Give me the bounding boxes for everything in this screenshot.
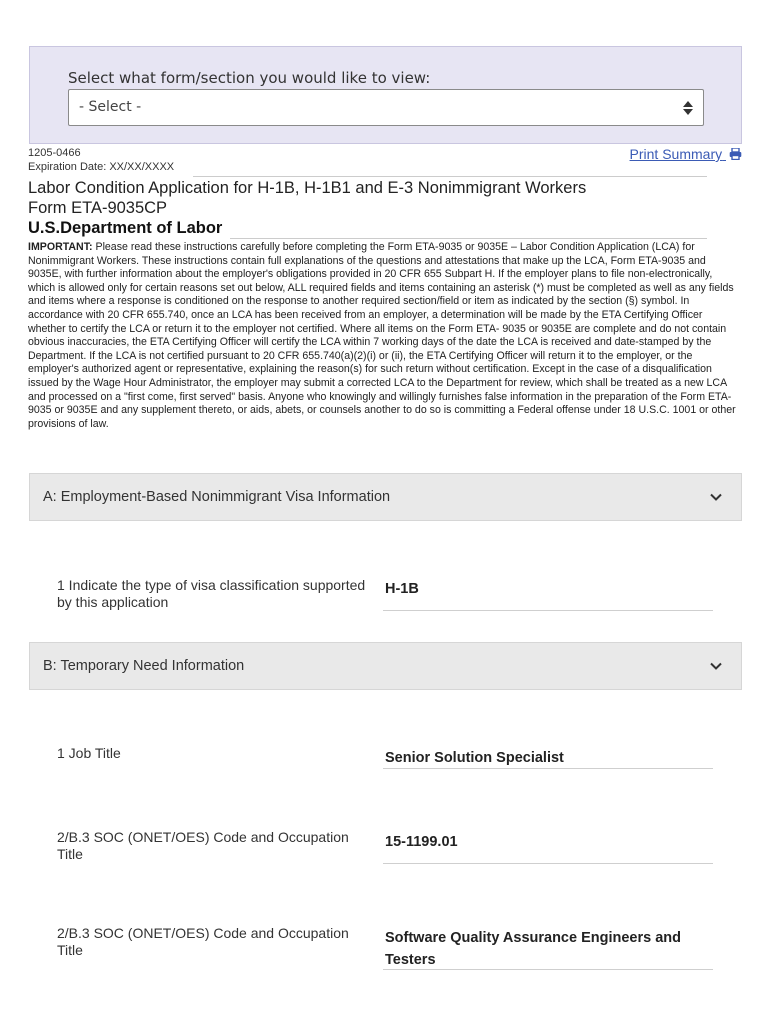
printer-icon [729,148,742,160]
visa-classification-label: 1 Indicate the type of visa classification supported by this application [57,577,366,610]
field-divider [383,969,713,970]
section-a-title: A: Employment-Based Nonimmigrant Visa Information [43,489,391,505]
title-divider [230,238,707,239]
job-title-label: 1 Job Title [57,745,121,761]
print-summary-label: Print Summary [629,146,723,162]
occupation-title-label: 2/B.3 SOC (ONET/OES) Code and Occupation Title [57,925,349,958]
form-selector-prompt: Select what form/section you would like to view: [68,69,431,87]
agency-title: U.S.Department of Labor [28,219,223,237]
form-section-select-value: - Select - [79,99,142,115]
job-title-value: Senior Solution Specialist [385,750,564,766]
omb-number: 1205-0466 [28,147,81,159]
sort-icon [683,101,693,115]
form-id-title: Form ETA-9035CP [28,199,168,217]
expiration-date: Expiration Date: XX/XX/XXXX [28,161,175,173]
instructions-text [28,241,741,431]
soc-code-label: 2/B.3 SOC (ONET/OES) Code and Occupation Title [57,829,349,862]
instructions-lead: IMPORTANT: [28,241,93,253]
form-selector-panel [29,46,742,144]
field-divider [383,768,713,769]
form-section-select[interactable] [68,89,704,126]
section-b-title: B: Temporary Need Information [43,658,245,674]
section-b-header[interactable] [29,642,742,690]
field-divider [383,610,713,611]
header-divider [193,176,707,177]
section-a-header[interactable] [29,473,742,521]
chevron-down-icon [710,662,722,670]
field-divider [383,863,713,864]
visa-classification-value: H-1B [385,581,419,597]
instructions-body: Please read these instructions carefully before completing the Form ETA-9035 or 9035E – Labor Condition Application (LCA) for Nonimmigrant Workers. These instructions contain full explanations of the questions and attestations that make up the LCA, Form ETA-9035 and 9035E, with further information about the employer's obligations provided in 20 CFR 655 Subpart H. If the employer plans to file non-electronically, which is allowed only for certain reasons set out below, ALL required fields and items containing an asterisk (*) must be completed as well as any fields and items where a response is conditioned on the response to another required section/field or item as indicated by the section (§) symbol. In accordance with 20 CFR 655.740, once an LCA has been received from an employer, a determination will be made by the ETA Certifying Officer whether to certify the LCA or return it to the employer not certified. Where all items on the Form ETA- 9035 or 9035E are complete and do not contain obvious inaccuracies, the ETA Certifying Officer will certify the LCA within 7 working days of the date the LCA is received and date-stamped by the Department. If the LCA is not certified pursuant to 20 CFR 655.740(a)(2)(i) or (ii), the ETA Certifying Officer will return it to the employer, or the employer's authorized agent or representative, explaining the reason(s) for such return without certification. Except in the case of a disqualification issued by the Wage Hour Administrator, the employer may submit a corrected LCA to the Department for review, which shall be treated as a new LCA and processed on a "first come, first served" basis. Anyone who knowingly and willingly furnishes false information in the preparation of the Form ETA- 9035 or 9035E and any supplement thereto, or aids, abets, or counsels another to do so is committing a Federal offense under 18 U.S.C. 1001 or other provisions of law. [28,241,736,430]
page-title: Labor Condition Application for H-1B, H-1B1 and E-3 Nonimmigrant Workers [28,179,587,197]
chevron-down-icon [710,493,722,501]
occupation-title-value: Software Quality Assurance Engineers and Testers [385,930,681,968]
soc-code-value: 15-1199.01 [385,834,458,850]
print-summary-link[interactable] [630,146,742,162]
